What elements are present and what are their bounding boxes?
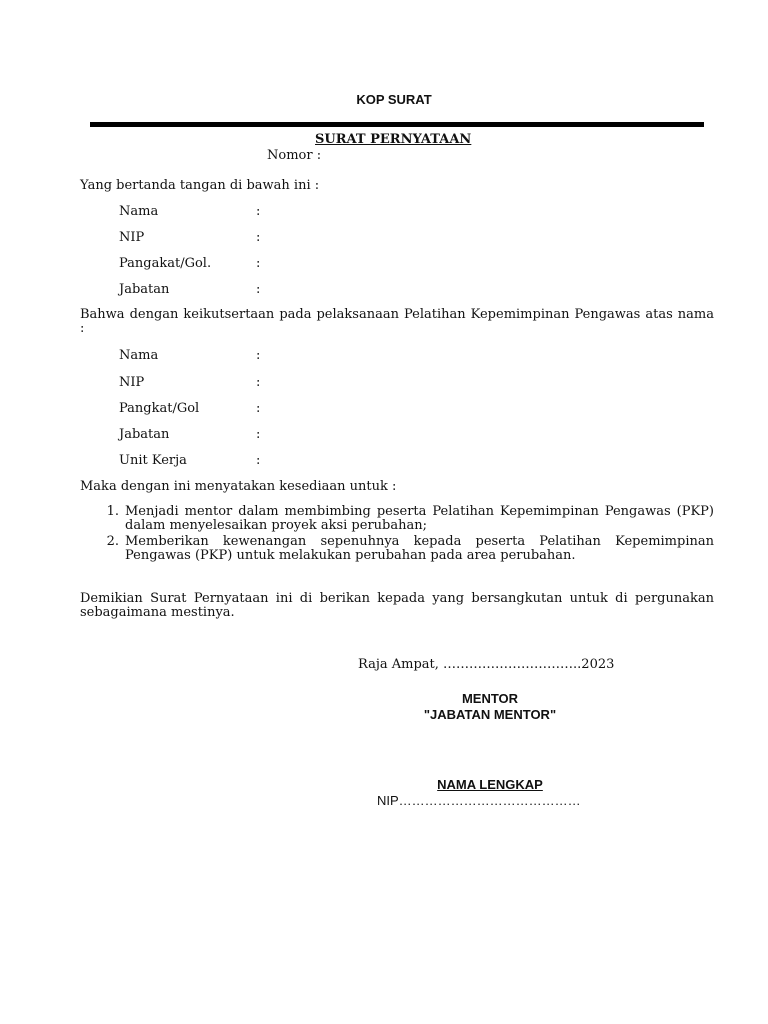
signer-field-colon: : — [256, 230, 261, 245]
list-item — [80, 505, 714, 533]
list-item-number: 2. — [106, 534, 119, 549]
signer-role: MENTOR — [461, 691, 519, 706]
list-item — [80, 535, 714, 563]
signer-field-label: Pangakat/Gol. — [119, 256, 212, 271]
participant-field-label: NIP — [119, 375, 145, 390]
letterhead-divider — [90, 122, 704, 127]
participant-field-colon: : — [256, 348, 261, 363]
letterhead-title: KOP SURAT — [356, 92, 432, 107]
participant-field-label: Unit Kerja — [119, 453, 187, 468]
signer-name: NAMA LENGKAP — [437, 777, 543, 792]
participant-field-label: Nama — [119, 348, 159, 363]
document-number-label: Nomor : — [267, 148, 322, 163]
list-item-text: Menjadi mentor dalam membimbing peserta Pelatihan Kepemimpinan Pengawas (PKP) dalam menyelesaikan proyek aksi perubahan; — [125, 504, 714, 533]
participant-field-colon: : — [256, 375, 261, 390]
participant-intro: Bahwa dengan keikutsertaan pada pelaksanaan Pelatihan Kepemimpinan Pengawas atas nama : — [80, 307, 714, 336]
signer-field-label: NIP — [119, 230, 145, 245]
place-date: Raja Ampat, …………………………..2023 — [358, 657, 615, 672]
participant-field-label: Pangkat/Gol — [119, 401, 200, 416]
signer-nip: NIP…………………………………… — [377, 793, 581, 808]
participant-field-colon: : — [256, 401, 261, 416]
signer-field-colon: : — [256, 204, 261, 219]
participant-field-colon: : — [256, 453, 261, 468]
document-title: SURAT PERNYATAAN — [315, 132, 472, 147]
closing-text: Demikian Surat Pernyataan ini di berikan kepada yang bersangkutan untuk di pergunakan sebagaimana mestinya. — [80, 591, 714, 620]
statement-list — [80, 505, 714, 563]
signer-position: "JABATAN MENTOR" — [423, 707, 557, 722]
signer-field-colon: : — [256, 282, 261, 297]
list-item-text: Memberikan kewenangan sepenuhnya kepada peserta Pelatihan Kepemimpinan Pengawas (PKP) untuk melakukan perubahan pada area perubahan. — [125, 534, 714, 563]
signer-field-colon: : — [256, 256, 261, 271]
participant-field-colon: : — [256, 427, 261, 442]
intro-text: Yang bertanda tangan di bawah ini : — [80, 178, 320, 193]
list-item-number: 1. — [106, 504, 119, 519]
signer-field-label: Nama — [119, 204, 159, 219]
signer-field-label: Jabatan — [119, 282, 170, 297]
statement-intro: Maka dengan ini menyatakan kesediaan untuk : — [80, 479, 397, 494]
participant-field-label: Jabatan — [119, 427, 170, 442]
